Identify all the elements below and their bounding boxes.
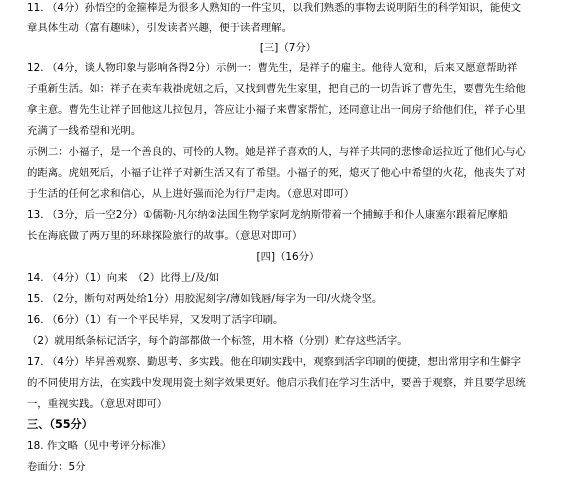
section-heading-part3: 三、（55分） bbox=[27, 418, 93, 431]
text-line-q12-a: 12. （4分，谈人物印象与影响各得2分）示例一：曹先生，是祥子的雇主。他待人宽和，后来又愿意帮助祥 bbox=[27, 62, 518, 74]
text-line-q11-b: 章具体生动（富有趣味），引发读者兴趣，便于读者理解。 bbox=[27, 22, 292, 34]
text-line-q15: 15. （2分，断句对两处给1分）用胶泥刻字/薄如钱唇/每字为一印/火烧令坚。 bbox=[27, 293, 383, 305]
text-line-q18: 18. 作文略（见中考评分标准） bbox=[27, 440, 172, 452]
text-line-q17-b: 的不同使用方法，在实践中发现用瓷土刻字效果更好。他启示我们在学习生活中，要善于观察，并且要学思统 bbox=[27, 377, 526, 389]
text-line-presentation-score: 卷面分：5分 bbox=[27, 461, 86, 473]
section-heading-4: [四]（16分） bbox=[256, 251, 320, 263]
text-line-q11-a: 11. （4分）孙悟空的金箍棒是为很多人熟知的一件宝贝，以我们熟悉的事物去说明陌生的科学知识，能使文 bbox=[27, 2, 522, 14]
text-line-q12-e: 示例二：小福子，是一个善良的、可怜的人物。她是祥子喜欢的人，与祥子共同的悲惨命运拉近了他们心与心 bbox=[27, 146, 526, 158]
text-line-q13-a: 13. （3分，后一空2分）①儒勒·凡尔纳②法国生物学家阿龙纳斯带着一个捕鲸手和仆人康塞尔跟着尼摩船 bbox=[27, 209, 508, 221]
section-heading-3: [三]（7分） bbox=[259, 42, 317, 54]
text-line-q12-c: 拿主意。曹先生让祥子回他这儿拉包月，答应让小福子来曹家帮忙，还同意让出一间房子给他们住，祥子心里 bbox=[27, 104, 526, 116]
text-line-q12-d: 充满了一线希望和光明。 bbox=[27, 125, 142, 137]
text-line-q16-b: （2）就用纸条标记活字，每个韵部都做一个标签，用木格（分别）贮存这些活字。 bbox=[27, 335, 408, 347]
text-line-q14: 14. （4分）（1）向来 （2）比得上/及/如 bbox=[27, 272, 220, 284]
text-line-q16-a: 16. （6分）（1）有一个平民毕昇，又发明了活字印刷。 bbox=[27, 314, 284, 326]
text-line-q12-b: 子重新生活。如：祥子在卖车栽褂虎妞之后，又找到曹先生家里，把自己的一切告诉了曹先生，要曹先生给他 bbox=[27, 83, 526, 95]
text-line-q17-a: 17. （4分）毕昇善观察、勤思考、多实践。他在印刷实践中，观察到活字印刷的便捷，想出常用字和生僻字 bbox=[27, 356, 522, 368]
text-line-q13-b: 长在海底做了两万里的环球探险旅行的故事。（意思对即可） bbox=[27, 230, 303, 242]
text-line-q12-g: 于生活的任何乞求和信心，从上进好强而沦为行尸走肉。（意思对即可） bbox=[27, 188, 355, 200]
text-line-q17-c: 一，重视实践。（意思对即可） bbox=[27, 398, 168, 410]
text-line-q12-f: 的距离。虎妞死后，小福子让祥子对新生活又有了希望。小福子的死，熄灭了他心中希望的火花，他丧失了对 bbox=[27, 167, 526, 179]
